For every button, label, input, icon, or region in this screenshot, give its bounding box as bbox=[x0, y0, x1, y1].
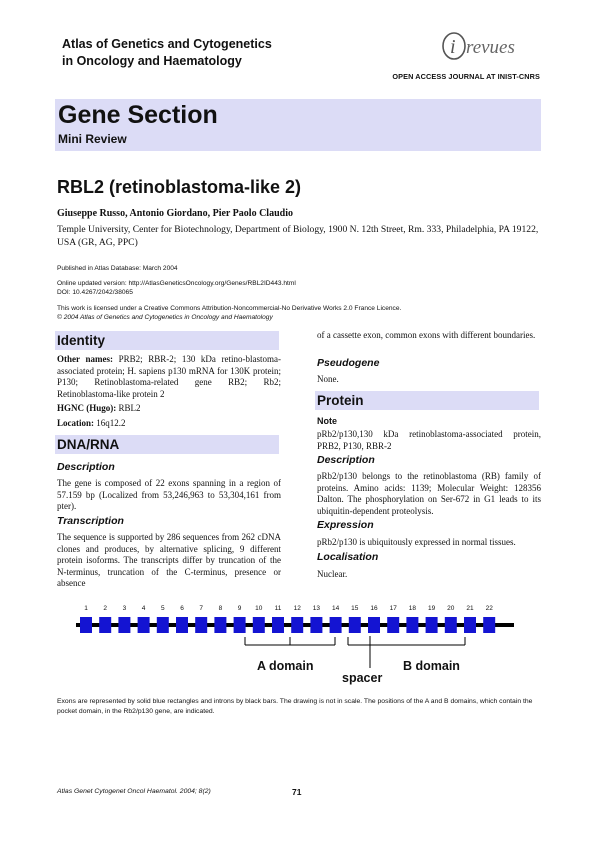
protein-header: Protein bbox=[315, 391, 539, 410]
b-domain-label: B domain bbox=[403, 659, 460, 673]
exon-block bbox=[291, 617, 303, 633]
location bbox=[57, 418, 281, 430]
dna-rna-header: DNA/RNA bbox=[55, 435, 279, 454]
exon-number-label: 20 bbox=[447, 605, 455, 612]
a-domain-bracket bbox=[245, 637, 335, 645]
exon-number-labels bbox=[84, 605, 493, 612]
online-url-text[interactable]: Online updated version: http://AtlasGeneticsOncology.org/Genes/RBL2ID443.html bbox=[57, 280, 296, 287]
exon-block bbox=[214, 617, 226, 633]
hgnc bbox=[57, 403, 281, 415]
a-domain-label: A domain bbox=[257, 659, 314, 673]
protein-description-text: pRb2/p130 belongs to the retinoblastoma (RB) family of proteins. Amino acids: 1139; Molecular Weight: 128356 Dalton. The phosphorylation on Ser-672 in G1 leads to its ubiquitin-dependent proteolysis. bbox=[317, 471, 541, 516]
copyright-text: © 2004 Atlas of Genetics and Cytogenetics in Oncology and Haematology bbox=[57, 313, 273, 321]
note-heading: Note bbox=[317, 416, 337, 426]
pseudogene-heading: Pseudogene bbox=[317, 357, 380, 369]
irevues-logo bbox=[441, 28, 539, 62]
other-names bbox=[57, 354, 281, 400]
figure-caption: Exons are represented by solid blue rectangles and introns by black bars. The drawing is not in scale. The positions of the A and B domains, which contain the pocket domain, in the Rb2/p130 gene, are indicated. bbox=[57, 698, 533, 715]
journal-title-line1: Atlas of Genetics and Cytogenetics bbox=[62, 37, 272, 51]
exon-number-label: 5 bbox=[160, 605, 165, 612]
article-type: Mini Review bbox=[58, 132, 127, 146]
published-date: Published in Atlas Database: March 2004 bbox=[57, 265, 178, 272]
exon-block bbox=[464, 617, 476, 633]
exon-block bbox=[406, 617, 418, 633]
doi: DOI: 10.4267/2042/38065 bbox=[57, 288, 133, 296]
pseudogene-text: None. bbox=[317, 374, 339, 384]
exon-number-label: 8 bbox=[218, 605, 223, 612]
dna-description-heading: Description bbox=[57, 461, 115, 473]
affiliation: Temple University, Center for Biotechnology, Department of Biology, 1900 N. 12th Street, Rm. 333, Philadelphia, PA 19122, USA (GR, AG, PPC) bbox=[57, 224, 539, 248]
license-block bbox=[57, 305, 401, 322]
exon-block bbox=[426, 617, 438, 633]
exon-block bbox=[483, 617, 495, 633]
exon-number-label: 15 bbox=[351, 605, 359, 612]
exon-block bbox=[234, 617, 246, 633]
exon-number-label: 6 bbox=[180, 605, 184, 612]
exon-block bbox=[99, 617, 111, 633]
exon-block bbox=[387, 617, 399, 633]
exon-number-label: 4 bbox=[141, 605, 146, 612]
open-access-label: OPEN ACCESS JOURNAL AT INIST-CNRS bbox=[392, 72, 540, 81]
transcription-continued: of a cassette exon, common exons with different boundaries. bbox=[317, 330, 536, 340]
note-text: pRb2/p130,130 kDa retinoblastoma-associated protein, PRB2, P130, RBR-2 bbox=[317, 429, 541, 451]
exon-number-label: 17 bbox=[389, 605, 397, 612]
journal-title-line2: in Oncology and Haematology bbox=[62, 54, 242, 68]
exon-block bbox=[80, 617, 92, 633]
transcription-text: The sequence is supported by 286 sequences from 262 cDNA clones and produces, by alternative splicing, 9 different protein isoforms. The transcripts differ by truncation of the N-terminus, truncation of the C-terminus, presence or absence bbox=[57, 532, 281, 589]
exon-block bbox=[176, 617, 188, 633]
identity-body bbox=[57, 354, 281, 430]
article-title: RBL2 (retinoblastoma-like 2) bbox=[57, 177, 302, 197]
online-url[interactable] bbox=[57, 280, 296, 297]
logo-text: revues bbox=[466, 37, 515, 58]
irevues-logo-icon bbox=[441, 28, 539, 62]
exon-number-label: 19 bbox=[427, 605, 436, 612]
exon-block bbox=[118, 617, 130, 633]
expression-text: pRb2/p130 is ubiquitously expressed in normal tissues. bbox=[317, 537, 516, 547]
localisation-text: Nuclear. bbox=[317, 569, 348, 579]
exon-number-label: 13 bbox=[312, 605, 321, 612]
location-label: Location: bbox=[57, 417, 94, 428]
hgnc-value: RBL2 bbox=[118, 403, 141, 414]
protein-description-heading: Description bbox=[317, 454, 375, 466]
exon-number-label: 7 bbox=[199, 605, 204, 612]
exon-number-label: 12 bbox=[293, 605, 301, 612]
journal-title bbox=[62, 36, 272, 70]
exon-block bbox=[368, 617, 380, 633]
gene-structure-figure bbox=[70, 598, 520, 688]
expression-heading: Expression bbox=[317, 519, 374, 531]
other-names-text: PRB2; RBR-2; 130 kDa retino-blastoma-associated protein; H. sapiens p130 mRNA for 130K protein; P130; Retinoblastoma-related gene RB2; Rb2; Retinoblastoma-like protein 2 bbox=[57, 354, 282, 399]
other-names-label: Other names: bbox=[57, 354, 113, 364]
authors: Giuseppe Russo, Antonio Giordano, Pier Paolo Claudio bbox=[57, 208, 293, 219]
spacer-label: spacer bbox=[342, 671, 383, 685]
footer-citation: Atlas Genet Cytogenet Oncol Haematol. 2004; 8(2) bbox=[57, 788, 211, 795]
exon-number-label: 22 bbox=[485, 605, 493, 612]
hgnc-label: HGNC (Hugo): bbox=[57, 403, 117, 414]
section-title: Gene Section bbox=[58, 101, 218, 129]
exon-block bbox=[157, 617, 169, 633]
exon-number-label: 3 bbox=[122, 605, 127, 612]
exon-block bbox=[272, 617, 284, 633]
b-domain-bracket bbox=[348, 637, 465, 645]
dna-description-text: The gene is composed of 22 exons spanning in a region of 57.159 bp (Localized from 53,246,963 to 53,304,161 from pter). bbox=[57, 478, 281, 512]
exon-number-label: 11 bbox=[274, 605, 282, 612]
exon-block bbox=[330, 617, 342, 633]
exon-block bbox=[310, 617, 322, 633]
exon-block bbox=[195, 617, 207, 633]
exon-number-label: 2 bbox=[103, 605, 108, 612]
localisation-heading: Localisation bbox=[317, 551, 379, 563]
exon-number-label: 21 bbox=[466, 605, 474, 612]
page-number: 71 bbox=[292, 787, 302, 797]
exon-block bbox=[253, 617, 265, 633]
exon-number-label: 1 bbox=[84, 605, 88, 612]
logo-letter: i bbox=[450, 36, 456, 58]
license-text: This work is licensed under a Creative Commons Attribution-Noncommercial-No Derivative Works 2.0 France Licence. bbox=[57, 305, 402, 312]
exon-block bbox=[349, 617, 361, 633]
exon-number-label: 10 bbox=[255, 605, 263, 612]
exon-number-label: 14 bbox=[331, 605, 340, 612]
exon-number-label: 16 bbox=[370, 605, 378, 612]
identity-header: Identity bbox=[55, 331, 279, 350]
exon-number-label: 18 bbox=[408, 605, 417, 612]
exon-number-label: 9 bbox=[237, 605, 242, 612]
exon-block bbox=[445, 617, 457, 633]
location-value: 16q12.2 bbox=[96, 417, 126, 428]
transcription-heading: Transcription bbox=[57, 515, 124, 527]
exon-block bbox=[138, 617, 150, 633]
